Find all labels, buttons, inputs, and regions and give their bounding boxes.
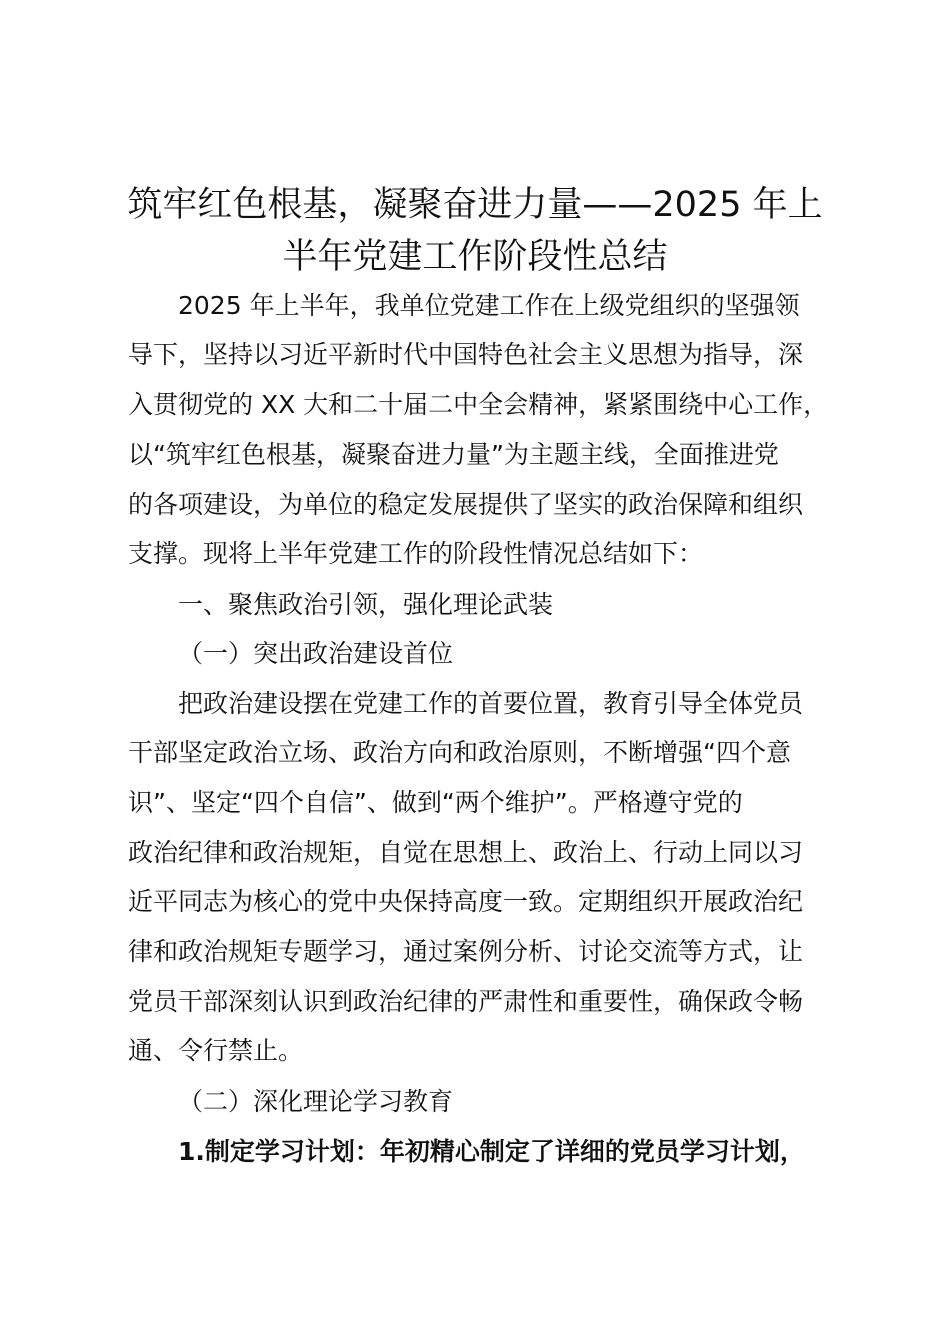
subsection1-line-5: 近平同志为核心的党中央保持高度一致。定期组织开展政治纪 [128, 887, 804, 916]
item-1-line: 1.制定学习计划：年初精心制定了详细的党员学习计划， [178, 1137, 805, 1166]
subsection1-line-4: 政治纪律和政治规矩，自觉在思想上、政治上、行动上同以习 [128, 838, 804, 867]
intro-line-4: 以“筑牢红色根基，凝聚奋进力量”为主题主线，全面推进党 [128, 440, 779, 469]
intro-line-5: 的各项建设，为单位的稳定发展提供了坚实的政治保障和组织 [128, 490, 804, 519]
intro-line-6: 支撑。现将上半年党建工作的阶段性情况总结如下： [128, 539, 704, 568]
subsection1-line-7: 党员干部深刻认识到政治纪律的严肃性和重要性，确保政令畅 [128, 987, 804, 1016]
subsection-heading-1: （一）突出政治建设首位 [178, 639, 454, 668]
intro-line-1: 2025 年上半年，我单位党建工作在上级党组织的坚强领 [178, 291, 800, 320]
intro-line-3: 入贯彻党的 XX 大和二十届二中全会精神，紧紧围绕中心工作， [128, 390, 829, 419]
document-title-line-1: 筑牢红色根基，凝聚奋进力量——2025 年上 [127, 185, 823, 225]
subsection1-line-6: 律和政治规矩专题学习，通过案例分析、讨论交流等方式，让 [128, 937, 804, 966]
subsection1-line-8: 通、令行禁止。 [128, 1036, 304, 1065]
section-heading-1: 一、聚焦政治引领，强化理论武装 [178, 590, 554, 619]
subsection1-line-1: 把政治建设摆在党建工作的首要位置，教育引导全体党员 [178, 689, 804, 718]
intro-line-2: 导下，坚持以习近平新时代中国特色社会主义思想为指导，深 [128, 340, 804, 369]
subsection1-line-3: 识”、坚定“四个自信”、做到“两个维护”。严格遵守党的 [128, 788, 743, 817]
document-title-line-2: 半年党建工作阶段性总结 [282, 237, 668, 277]
subsection-heading-2: （二）深化理论学习教育 [178, 1087, 454, 1116]
subsection1-line-2: 干部坚定政治立场、政治方向和政治原则，不断增强“四个意 [128, 738, 791, 767]
